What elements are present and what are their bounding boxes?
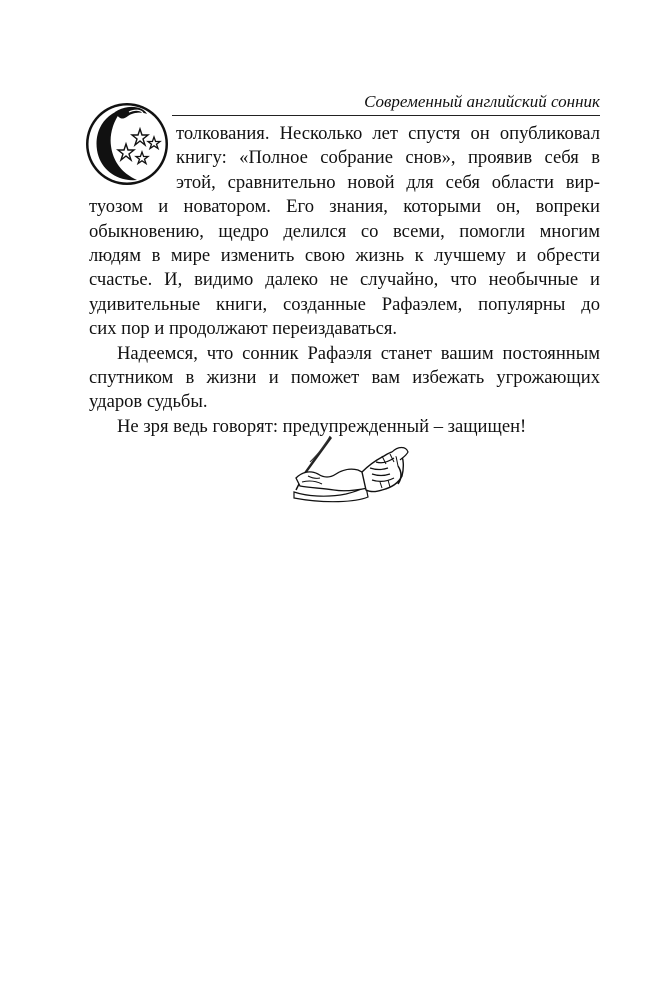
paragraph-line: Не зря ведь говорят: предупрежденный – защищен! (117, 415, 527, 437)
hand-writing-quill-icon (286, 432, 412, 506)
paragraph-line: удивительные книги, созданные Рафаэлем, популярны до (89, 293, 600, 315)
paragraph-line: ударов судьбы. (89, 391, 208, 413)
paragraph-line: обыкновению, щедро делился со всеми, помогли многим (89, 220, 600, 242)
paragraph-line: сих пор и продолжают переиздаваться. (89, 318, 398, 340)
paragraph-line: спутником в жизни и поможет вам избежать угрожающих (89, 367, 600, 388)
paragraph-line: книгу: «Полное собрание снов», проявив себя в (176, 147, 600, 169)
paragraph-line: людям в мире изменить свою жизнь к лучшему и обрести (89, 245, 600, 266)
moon-stars-emblem-icon (85, 100, 173, 188)
running-header (172, 92, 600, 116)
paragraph-line: туозом и новатором. Его знания, которыми он, вопреки (89, 196, 600, 218)
running-title: Современный английский сонник (364, 92, 600, 111)
paragraph-line: толкования. Несколько лет спустя он опубликовал (176, 123, 600, 144)
paragraph-line: этой, сравнительно новой для себя области вир- (176, 171, 600, 193)
paragraph-line: Надеемся, что сонник Рафаэля станет вашим постоянным (117, 342, 600, 364)
paragraph-line: счастье. И, видимо далеко не случайно, что необычные и (89, 269, 600, 291)
